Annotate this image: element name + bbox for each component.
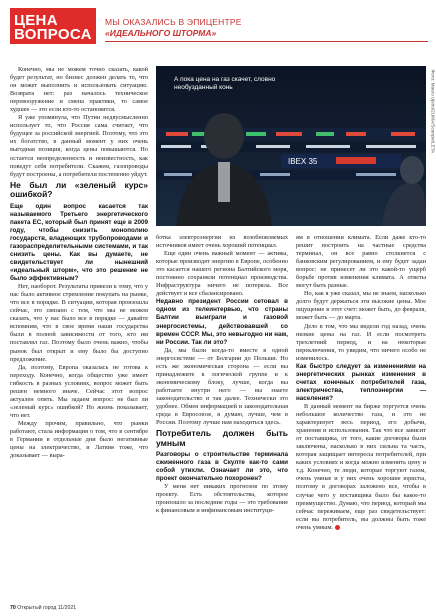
paragraph [296, 403, 426, 532]
article-subtitle-line1: МЫ ОКАЗАЛИСЬ В ЭПИЦЕНТРЕ [105, 17, 242, 27]
page-header [10, 8, 428, 44]
paragraph: Но, как я уже сказал, мы не знаем, насколько долго будут держаться эти высокие цены. Мое ощущение в этот счет: может быть, до февраля, может быть — до марта. [296, 290, 426, 322]
paragraph: Конечно, мы не можем точно сказать, какой будет результат, но бизнес должен делать то, что он может выполнить и использовать ситуацию. Возврата нет: раз началось техническое перевооружение и смена практики, то самое худшее — это если кто-то остановится. [10, 66, 148, 114]
paragraph: Да, мы были когда-то вместе в одной энергосистеме — от Болгарии до Польши. Но есть же экономическая сторона — если вы принадлежите к логической группе и к экономическому блоку, лучше, когда вы работаете внутри него — вы знаете законодательство и так далее. Технически это удобнее. Обмен информацией и законодательная среда в Евросоюзе, я думаю, лучше, чем в России. Поэтому лучше нам находиться здесь. [156, 346, 288, 427]
paragraph: У меня нет никаких прогнозов по этому проекту. Есть обстоятельства, которое произошло за последние годы — это требование к финансовым и инфинансовым институци- [156, 483, 288, 515]
interview-question: Еще один вопрос касается так называемого Третьего энергетического пакета ЕС, который был принят еще в 2009 году, чтобы снизить монополию государств, владеющих трубопроводами и газораспределительными системами, и так снизить цены. Как вы думаете, не свидетельствует ли нынешний «идеальный шторм», что это решение не было эффективным? [10, 202, 148, 283]
photo-credit-strip [430, 66, 435, 226]
paragraph: Да, поэтому, Европа оказалась не готова к переходу. Конечно, когда общество уже имеет гибкость в разных условиях, вопрос может быть решен немного иначе. Сейчас этот вопрос актуален опять. Мы задаем вопрос: не был ли «зеленый курс» ошибкой? Но жизнь показывает, что нет. [10, 363, 148, 419]
photo-caption: А пока цена на газ скачет, словно необузданный конь [174, 76, 276, 91]
column-1 [10, 66, 148, 460]
interview-question: Разговоры о строительстве терминала сжиженного газа в Скулте как-то сами собой утихли. Означает ли это, что проект окончательно похоронен? [156, 451, 288, 483]
magazine-issue: Открытый город 11/2021 [17, 605, 77, 611]
section-label-box [10, 8, 96, 44]
paragraph: ям в отношении климата. Если даже кто-то решит построить на частные средства терминал, он все равно столкнется с банковским регулированием, и ему будет задан вопрос: не принесет ли это какой-то ущерб борьбе против изменения климата. А ответы могут быть разные. [296, 234, 426, 290]
article-photo [156, 66, 426, 226]
column-3 [296, 234, 426, 532]
subheading: Не был ли «зеленый курс» ошибкой? [10, 179, 148, 200]
header-divider [105, 41, 428, 42]
interview-question: Недавно президент России сетовал в одном из телеинтервью, что страны Балтии выиграли и газовой энергосистемы, действовавшей со времен СССР. Мы, это невыгодно ни нам, ни России. Так ли это? [156, 298, 288, 346]
paragraph: Нет, наоборот. Результаты привели к тому, что у нас было активное стремление покупать на рынке, что все в порядке. В ситуации, которая произошла сейчас, это связано с тем, что мы не можем сказать, что у нас было все в порядке — давайте вспомним, что в свое время наши государства были в полной зависимости от того, кто им поставлял газ. Поэтому было очень важно, чтобы рынок был открыт и ему было бы доступно предложение. [10, 283, 148, 363]
ticker-label: IBEX 35 [288, 157, 318, 166]
paragraph: Еще один очень важный момент — активы, которые производят энергию в Европе, особенно это касается нашего региона Балтийского моря, постоянно сохраняли потенциал производства. Инфраструктура ничего не потеряла. Все действует и все сбалансировано. [156, 250, 288, 298]
page-number: 70 [10, 605, 16, 611]
paragraph: Дело в том, что мы видели год назад, очень низкие цены на газ. И если посмотреть трехлетний период, и на некоторые переключения, то увидим, что ничего особо не изменилось. [296, 322, 426, 362]
section-title: ЦЕНА ВОПРОСА [14, 12, 92, 43]
interview-question: Как быстро следует за изменениями на энергетических рынках изменения в счетах конечных потребителей газа, электричества, теплоэнергии — населения? [296, 362, 426, 402]
paragraph: ботка электроэнергии из возобновляемых источников имеет очень хороший потенциал. [156, 234, 288, 250]
end-of-article-mark [335, 525, 340, 530]
photo-credit: Фото: Mauro Ujetto/ZUMA/Scanpix/LETA [430, 69, 436, 154]
subheading: Потребитель должен быть умным [156, 428, 288, 448]
paragraph-text: В данный момент на бирже торгуется очень небольшое количество газа, и это не характеризует весь период, его добычи, хранения и использования. Так что все зависит от поставщика, от того, какие договоры были заключены, насколько в них сильна та часть, которая защищает интересы потребителей, при каких условиях и когда можно изменить цену и т.д. Конечно, те люди, которые торгуют газом, очень умные и у них очень хорошие юристы, поэтому в договорах заложено все, чтобы в случае чего у поставщика было бы какое-то преимущество. Думаю, что период, который мы сейчас переживаем, еще раз свидетельствует: если вы потребитель, вы должны быть тоже очень умным. [296, 402, 426, 531]
paragraph: Я уже упомянула, что Путин недвусмысленно использует то, что Россия сама считает, что будущее за российской энергией. Поэтому, что это их богатство, в данный момент у них очень выгодная позиция, когда цены повышаются. Но остается неопределенность и неизвестность, как поведут себя потребители. Скажем, газопроводы будут построены, а потребители постепенно уйдут. [10, 114, 148, 178]
column-2 [156, 234, 288, 516]
paragraph: Между прочим, правильно, что рынки работают, стала информация о том, что в сентябре в Германии в отдельные дни было негативные цены на электричество, и Латвия тоже, что доказывает — выра- [10, 419, 148, 460]
page-footer [10, 605, 76, 611]
article-subtitle-line2: «ИДЕАЛЬНОГО ШТОРМА» [105, 28, 217, 38]
